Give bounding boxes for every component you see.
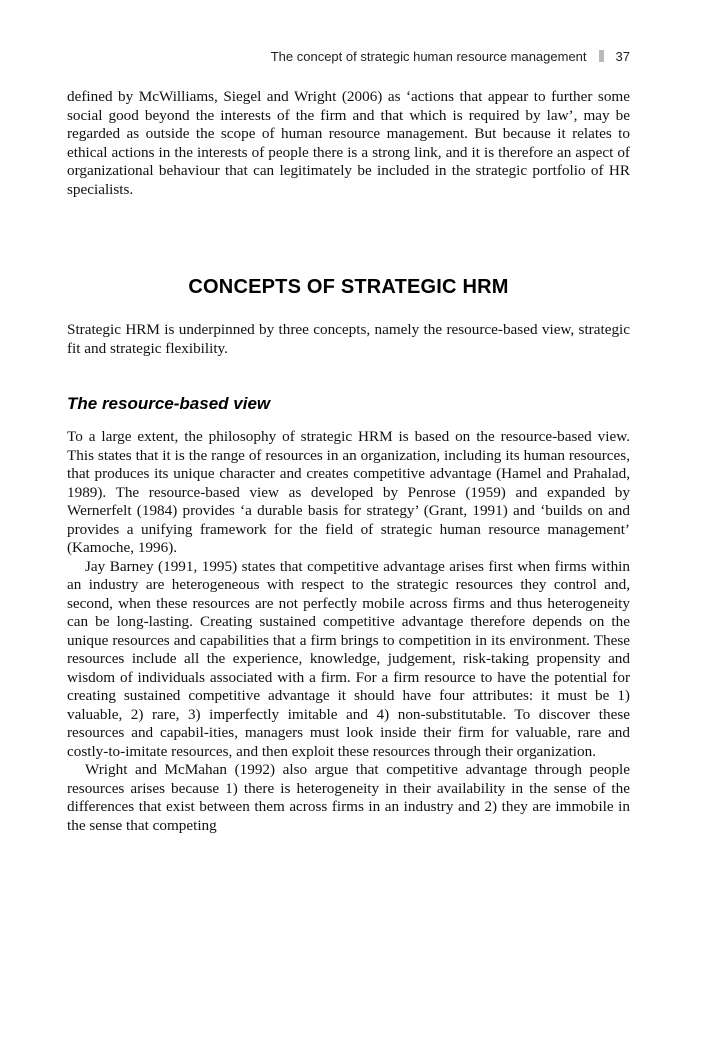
section-heading: CONCEPTS OF STRATEGIC HRM xyxy=(188,276,509,298)
running-head xyxy=(67,49,630,64)
page-number: 37 xyxy=(615,49,630,64)
subsection-body xyxy=(67,428,630,835)
running-head-title: The concept of strategic human resource management xyxy=(270,49,587,64)
running-head-separator xyxy=(599,50,604,62)
section-lead-paragraph: Strategic HRM is underpinned by three concepts, namely the resource-based view, strategic fit and strategic flexibility. xyxy=(67,321,630,357)
paragraph-1: To a large extent, the philosophy of strategic HRM is based on the resource-based view. This states that it is the range of resources in an organization, including its human resources, that produces its unique character and creates competitive advantage (Hamel and Prahalad, 1989). The resource-based view as developed by Penrose (1959) and expanded by Wernerfelt (1984) provides ‘a durable basis for strategy’ (Grant, 1991) and ‘builds on and provides a unifying framework for the field of strategic human resource management’ (Kamoche, 1996). xyxy=(67,428,630,556)
paragraph-3: Wright and McMahan (1992) also argue that competitive advantage through people resources arises because 1) there is heterogeneity in their availability in the sense of the differences that exist between them across firms in an industry and 2) they are immobile in the sense that competing xyxy=(67,761,630,834)
intro-paragraph: defined by McWilliams, Siegel and Wright (2006) as ‘actions that appear to further some social good beyond the interests of the firm and that which is required by law’, may be regarded as outside the scope of human resource management. But because it relates to ethical actions in the interests of people there is a strong link, and it is therefore an aspect of organizational behaviour that can legitimately be included in the strategic portfolio of HR specialists. xyxy=(67,88,630,198)
paragraph-2: Jay Barney (1991, 1995) states that competitive advantage arises first when firms within an industry are heterogeneous with respect to the strategic resources they control and, second, when these resources are not perfectly mobile across firms and thus heterogeneity can be long-lasting. Creating sustained competitive advantage therefore depends on the unique resources and capabilities that a firm brings to competition in its environment. These resources include all the experience, knowledge, judgement, risk-taking propensity and wisdom of individuals associated with a firm. For a firm resource to have the potential for creating sustained competitive advantage it should have four attributes: it must be 1) valuable, 2) rare, 3) imperfectly imitable and 4) non-substitutable. To discover these resources and capabil-ities, managers must look inside their firm for valuable, rare and costly-to-imitate resources, and then exploit these resources through their organization. xyxy=(67,557,630,760)
subsection-heading: The resource-based view xyxy=(67,394,271,413)
